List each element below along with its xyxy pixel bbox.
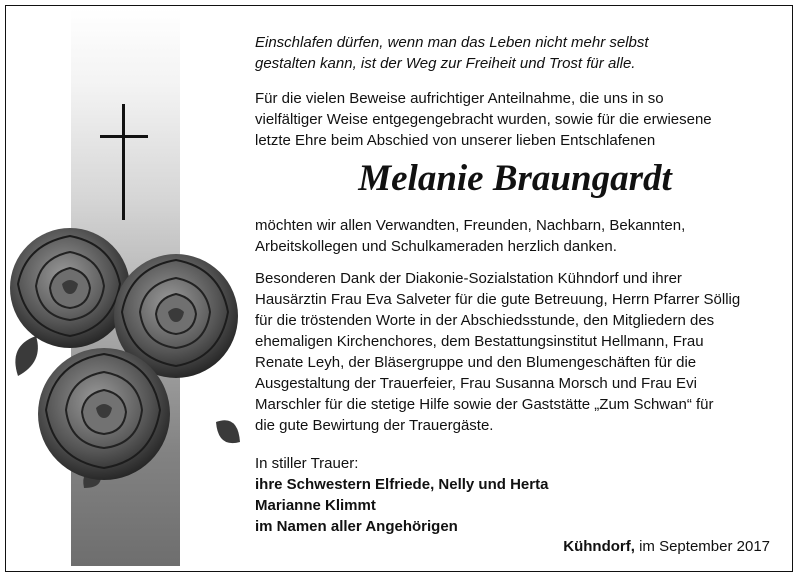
signature-block [255,453,778,537]
place-town: Kühndorf, [563,538,635,555]
special-thanks-line: ehemaligen Kirchenchores, dem Bestattungsinstitut Hellmann, Frau [255,333,704,350]
signature-line: ihre Schwestern Elfriede, Nelly und Herta [255,476,549,493]
cross-icon [100,104,148,220]
motto-line: Einschlafen dürfen, wenn man das Leben nicht mehr selbst [255,34,649,51]
thanks-line: Arbeitskollegen und Schulkameraden herzlich danken. [255,238,617,255]
thanks-line: möchten wir allen Verwandten, Freunden, Nachbarn, Bekannten, [255,217,686,234]
special-thanks-line: die gute Bewirtung der Trauergäste. [255,417,494,434]
intro-line: Für die vielen Beweise aufrichtiger Anteilnahme, die uns in so [255,90,664,107]
place-date-text: im September 2017 [639,538,770,555]
special-thanks-line: Hausärztin Frau Eva Salveter für die gute Betreuung, Herrn Pfarrer Söllig [255,291,741,308]
intro-paragraph [255,88,778,151]
signature-intro: In stiller Trauer: [255,455,359,472]
special-thanks-line: Ausgestaltung der Trauerfeier, Frau Susanna Morsch und Frau Evi [255,375,697,392]
special-thanks-line: Besonderen Dank der Diakonie-Sozialstation Kühndorf und ihrer [255,270,682,287]
special-thanks-line: Marschler für die stetige Hilfe sowie der Gaststätte „Zum Schwan“ für [255,396,714,413]
special-thanks-line: für die tröstenden Worte in der Abschiedsstunde, den Mitgliedern des [255,312,715,329]
intro-line: letzte Ehre beim Abschied von unserer lieben Entschlafenen [255,132,656,149]
special-thanks-paragraph [255,268,778,436]
signature-line: Marianne Klimmt [255,497,376,514]
special-thanks-line: Renate Leyh, der Bläsergruppe und den Blumengeschäften für die [255,354,697,371]
motto [255,32,778,74]
thanks-paragraph [255,215,778,257]
motto-line: gestalten kann, ist der Weg zur Freiheit und Trost für alle. [255,55,636,72]
roses-image [8,226,240,488]
intro-line: vielfältiger Weise entgegengebracht wurden, sowie für die erwiesene [255,111,712,128]
place-date [563,536,770,557]
signature-line: im Namen aller Angehörigen [255,518,458,535]
deceased-name: Melanie Braungardt [358,158,672,199]
